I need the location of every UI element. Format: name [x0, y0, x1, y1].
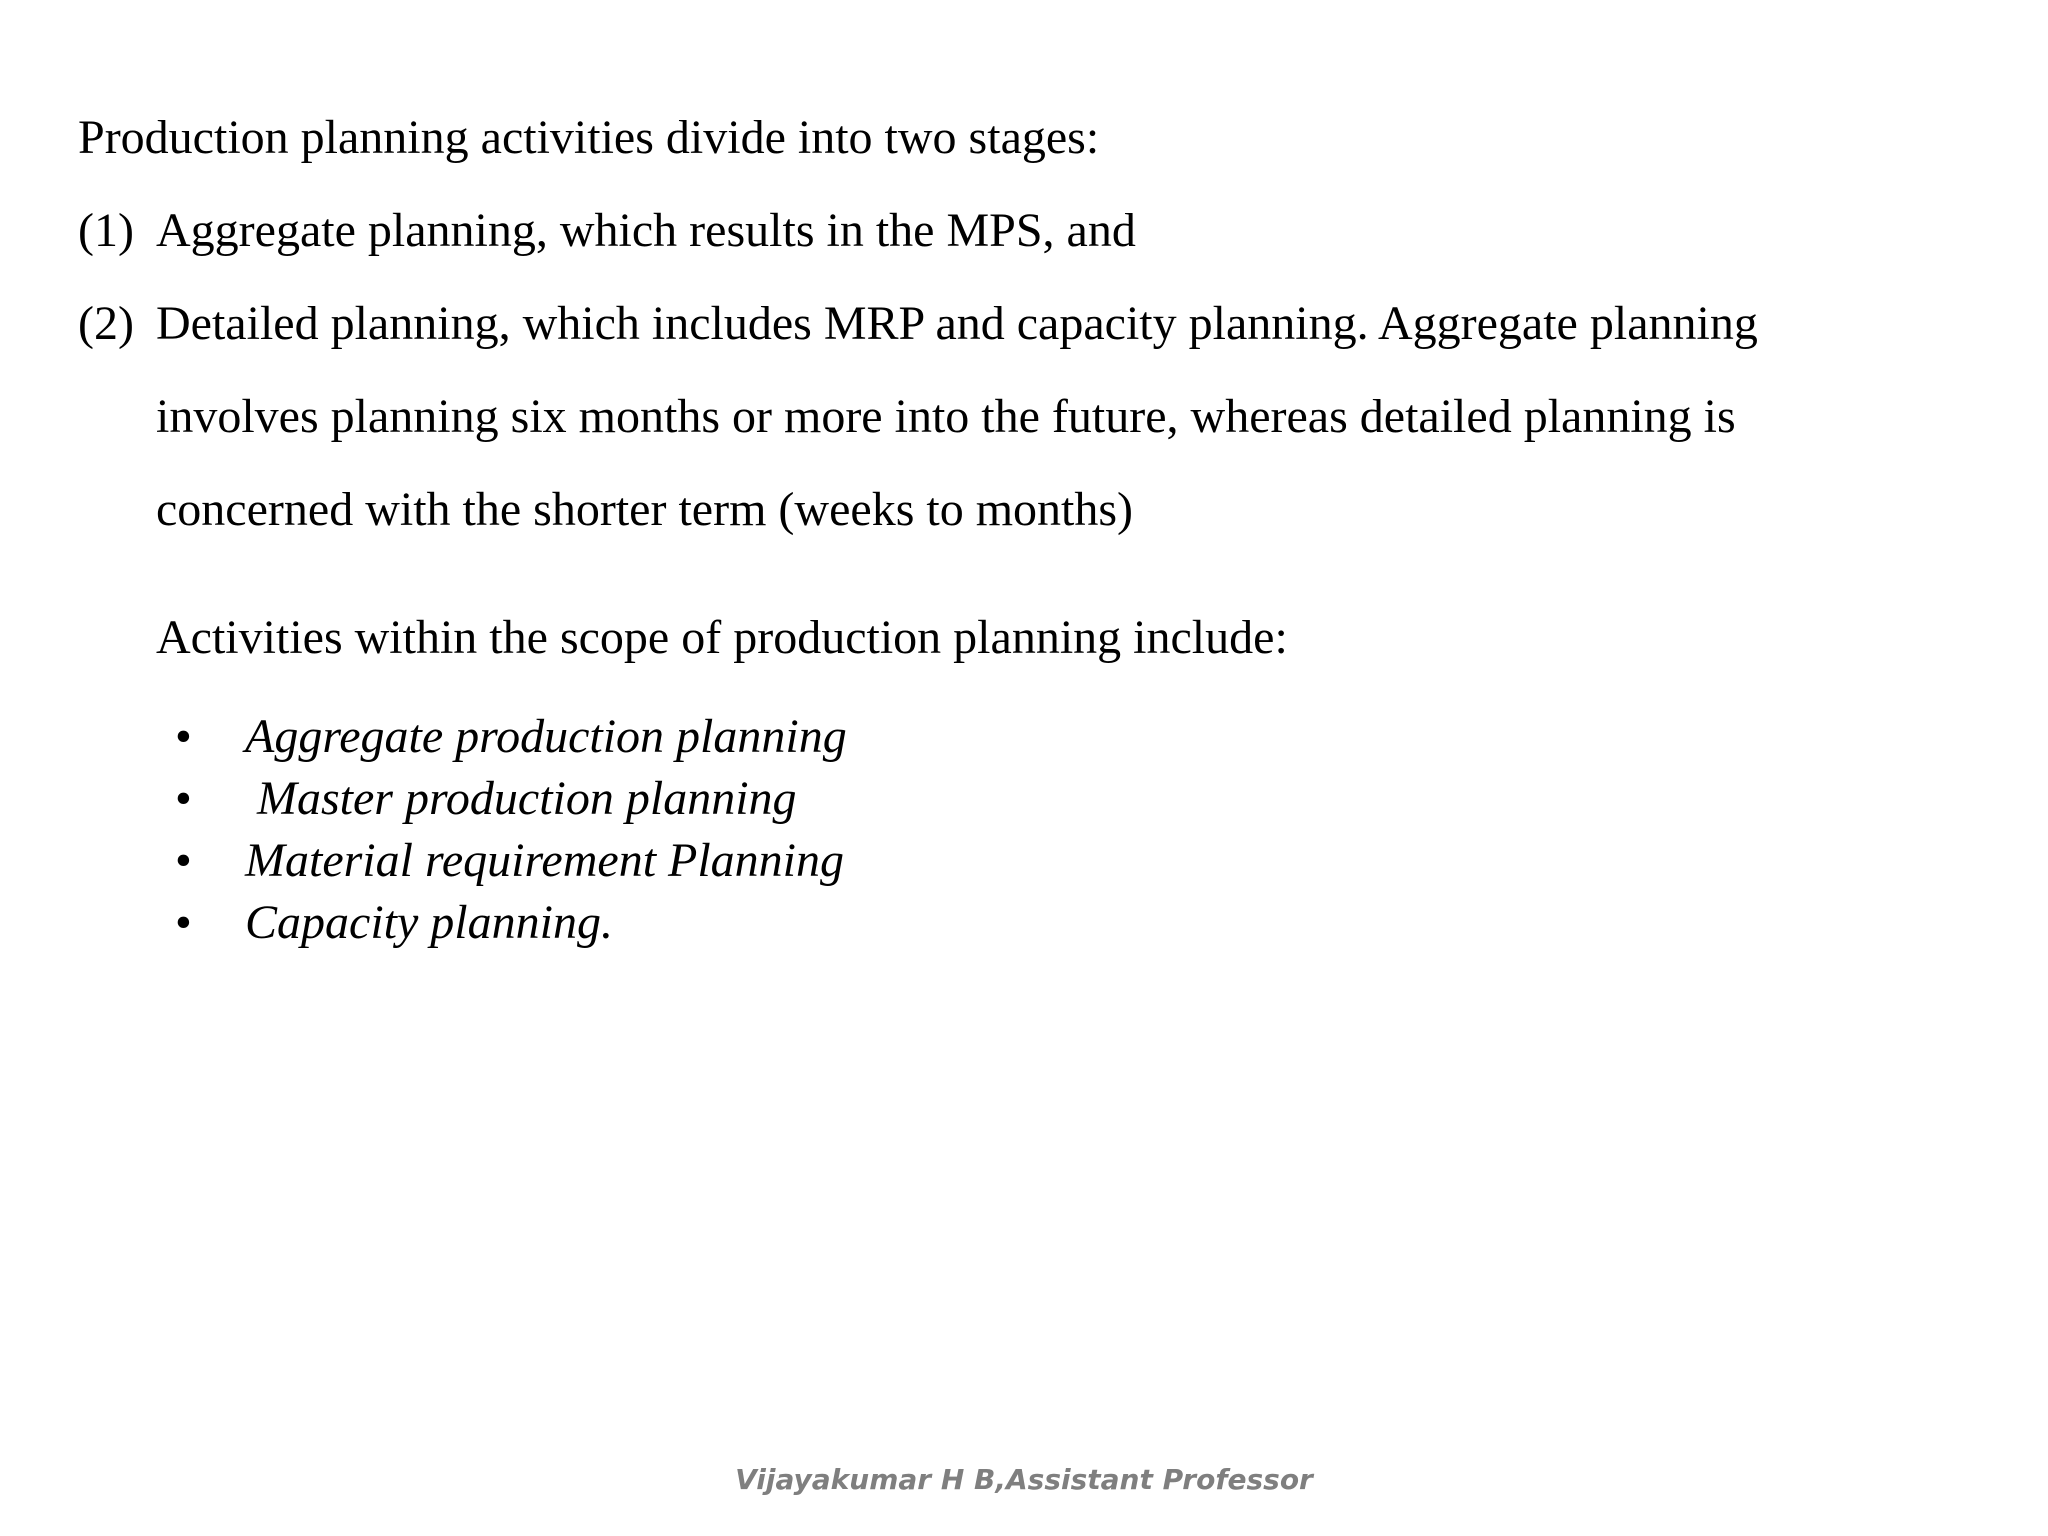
bullet-icon: •	[175, 896, 192, 949]
activities-heading: Activities within the scope of production planning include:	[156, 611, 1288, 664]
stage-1-number: (1)	[78, 204, 134, 257]
activity-text: Master production planning	[245, 772, 797, 825]
activity-text: Material requirement Planning	[245, 834, 845, 887]
stage-2-line-2: involves planning six months or more into the future, whereas detailed planning is	[156, 390, 1736, 443]
footer-author: Vijayakumar H B,Assistant Professor	[735, 1463, 1313, 1496]
activity-text: Capacity planning.	[245, 896, 613, 949]
bullet-icon: •	[175, 834, 192, 887]
stage-1-line-1: Aggregate planning, which results in the MPS, and	[156, 204, 1136, 257]
stage-2-line-1: Detailed planning, which includes MRP and capacity planning. Aggregate planning	[156, 297, 1758, 350]
stage-2-line-3: concerned with the shorter term (weeks to months)	[156, 483, 1134, 536]
bullet-icon: •	[175, 710, 192, 763]
bullet-icon: •	[175, 772, 192, 825]
activity-text: Aggregate production planning	[245, 710, 847, 763]
stage-2-number: (2)	[78, 297, 134, 350]
intro-text: Production planning activities divide into two stages:	[78, 111, 1100, 164]
